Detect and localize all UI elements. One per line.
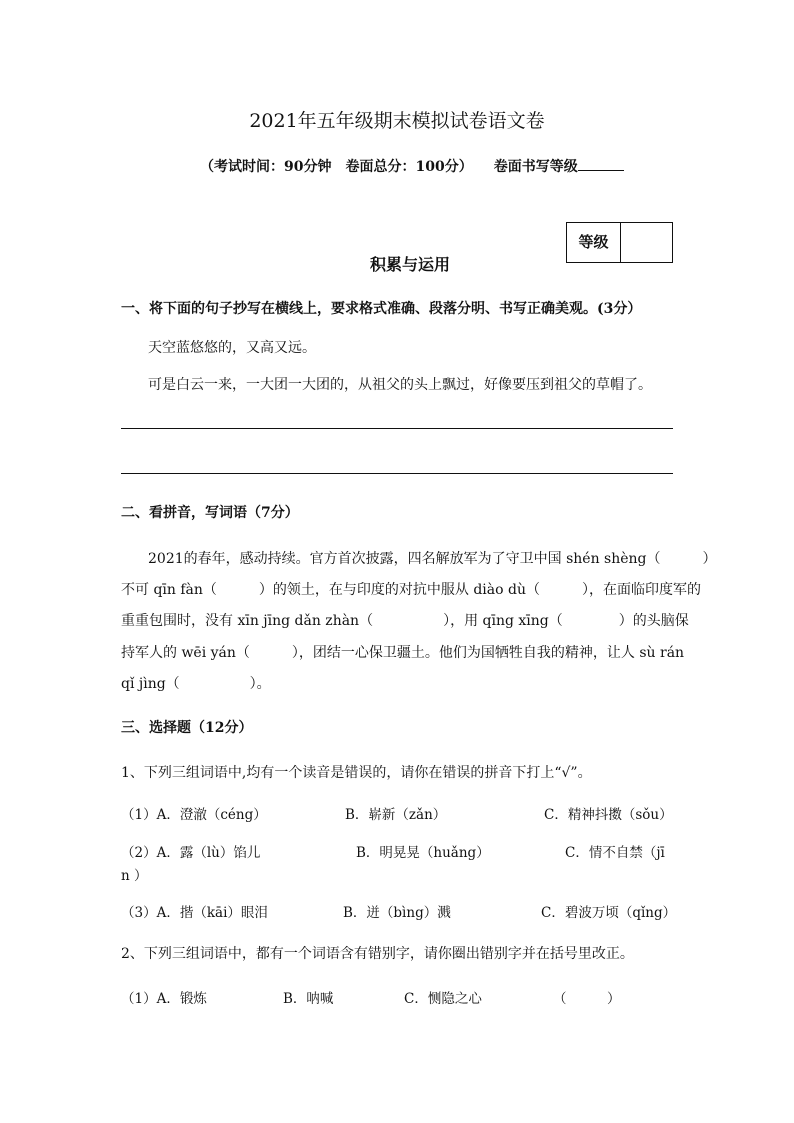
q3-row2-option-b[interactable]: B．明晃晃（huǎng）	[356, 845, 490, 861]
section-title: 积累与运用	[369, 255, 450, 274]
q2-heading: 二、看拼音，写词语（7分）	[121, 505, 299, 521]
q3-row1-option-b[interactable]: B．崭新（zǎn）	[345, 807, 447, 823]
exam-subtitle	[200, 156, 624, 176]
q3-item-1: 1、下列三组词语中,均有一个读音是错误的，请你在错误的拼音下打上“√”。	[121, 765, 592, 781]
q3-row4-option-c[interactable]: C．恻隐之心	[404, 991, 482, 1007]
handwriting-grade-blank[interactable]	[578, 156, 624, 171]
q3-row4-option-b[interactable]: B．呐喊	[283, 991, 334, 1007]
exam-info: （考试时间：90分钟 卷面总分：100分） 卷面书写等级	[200, 159, 578, 175]
q3-row1-option-a[interactable]: （1）A．澄澈（céng）	[121, 807, 267, 823]
q3-row1-option-c[interactable]: C．精神抖擞（sǒu）	[544, 807, 673, 823]
q1-heading: 一、将下面的句子抄写在横线上，要求格式准确、段落分明、书写正确美观。(3分）	[121, 301, 642, 317]
q1-writing-line-2[interactable]	[121, 473, 673, 474]
q3-item-2: 2、下列三组词语中，都有一个词语含有错别字，请你圈出错别字并在括号里改正。	[121, 946, 634, 962]
q1-sentence-2: 可是白云一来，一大团一大团的，从祖父的头上飘过，好像要压到祖父的草帽了。	[148, 377, 652, 393]
q2-passage-line-1: 2021的春年，感动持续。官方首次披露，四名解放军为了守卫中国 shén shèng（ ）	[148, 551, 717, 567]
q3-row2-wrap: n ）	[121, 868, 148, 884]
q3-row2-option-a[interactable]: （2）A．露（lù）馅儿	[121, 845, 261, 861]
q3-row3-option-c[interactable]: C．碧波万顷（qǐng）	[541, 905, 677, 921]
q3-row4-option-a[interactable]: （1）A．锻炼	[121, 991, 207, 1007]
q2-passage-line-4: 持军人的 wēi yán（ ），团结一心保卫疆土。他们为国牺牲自我的精神，让人 sù rán	[121, 645, 685, 661]
q3-heading: 三、选择题（12分）	[121, 720, 253, 736]
q2-passage-line-3: 重重包围时，没有 xīn jīng dǎn zhàn（ ），用 qīng xīng（ ）的头脑保	[121, 613, 689, 629]
q1-writing-line-1[interactable]	[121, 428, 673, 429]
q3-row3-option-a[interactable]: （3）A．揩（kāi）眼泪	[121, 905, 268, 921]
q3-row4-answer-blank[interactable]: （ ）	[553, 991, 621, 1007]
q3-row2-option-c[interactable]: C．情不自禁（jī	[565, 845, 665, 861]
exam-title: 2021年五年级期末模拟试卷语文卷	[249, 110, 545, 132]
q2-passage-line-2: 不可 qīn fàn（ ）的领土，在与印度的对抗中服从 diào dù（ ），在面临印度军的	[121, 582, 701, 598]
q3-row3-option-b[interactable]: B．迸（bìng）溅	[343, 905, 451, 921]
q2-passage-line-5: qǐ jìng（ ）。	[121, 676, 271, 692]
q1-sentence-1: 天空蓝悠悠的，又高又远。	[148, 340, 316, 356]
grade-label: 等级	[567, 223, 621, 262]
